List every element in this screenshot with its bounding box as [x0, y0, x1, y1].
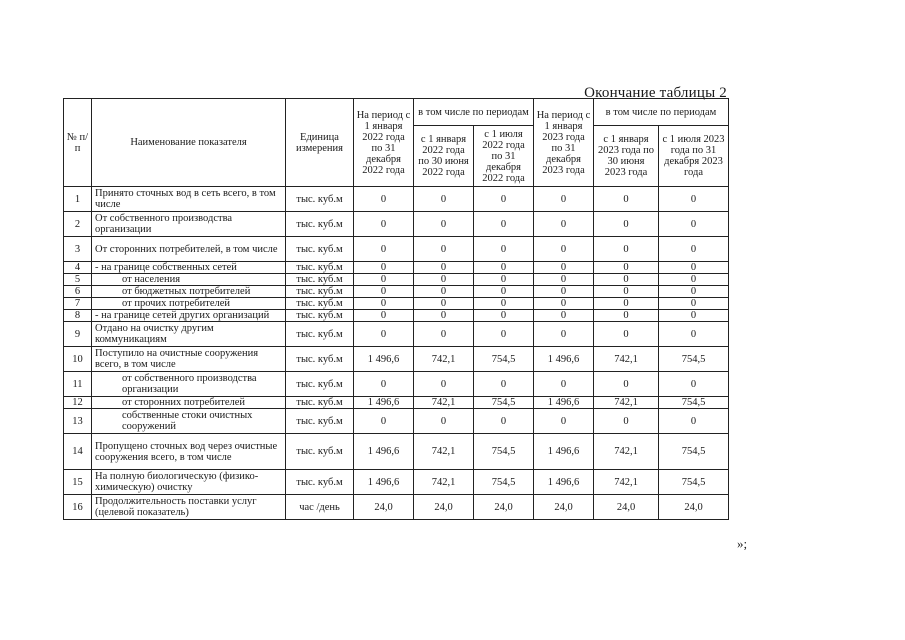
cell-h1-2023: 0 [594, 187, 659, 212]
cell-h1-2023: 742,1 [594, 397, 659, 409]
row-name: от бюджетных потребителей [92, 286, 286, 298]
cell-h1-2022: 0 [414, 262, 474, 274]
row-name: от прочих потребителей [92, 298, 286, 310]
cell-h2-2022: 0 [474, 286, 534, 298]
cell-2023: 24,0 [534, 495, 594, 520]
cell-h1-2022: 742,1 [414, 347, 474, 372]
cell-h1-2023: 742,1 [594, 470, 659, 495]
cell-2022: 1 496,6 [354, 397, 414, 409]
cell-h2-2022: 0 [474, 187, 534, 212]
row-number: 7 [64, 298, 92, 310]
cell-2022: 0 [354, 286, 414, 298]
row-name: Принято сточных вод в сеть всего, в том числе [92, 187, 286, 212]
cell-2023: 1 496,6 [534, 434, 594, 470]
row-number: 16 [64, 495, 92, 520]
table-row [64, 274, 729, 286]
table-row [64, 212, 729, 237]
cell-2023: 1 496,6 [534, 347, 594, 372]
table-row [64, 495, 729, 520]
header-name: Наименование показателя [92, 99, 286, 187]
cell-h2-2023: 754,5 [659, 434, 729, 470]
header-period-2023: На период с 1 января 2023 года по 31 декабря 2023 года [534, 99, 594, 187]
header-num: № п/п [64, 99, 92, 187]
table-row [64, 237, 729, 262]
cell-h1-2022: 24,0 [414, 495, 474, 520]
cell-h1-2022: 0 [414, 274, 474, 286]
cell-h1-2022: 0 [414, 212, 474, 237]
row-name: Пропущено сточных вод через очистные сооружения всего, в том числе [92, 434, 286, 470]
cell-h1-2023: 0 [594, 274, 659, 286]
cell-h2-2023: 0 [659, 212, 729, 237]
row-number: 13 [64, 409, 92, 434]
cell-h1-2023: 742,1 [594, 434, 659, 470]
cell-2022: 0 [354, 322, 414, 347]
row-unit: тыс. куб.м [286, 470, 354, 495]
row-unit: тыс. куб.м [286, 434, 354, 470]
cell-h2-2023: 0 [659, 262, 729, 274]
table-row [64, 187, 729, 212]
cell-h2-2022: 0 [474, 310, 534, 322]
cell-h2-2022: 0 [474, 262, 534, 274]
cell-h1-2023: 0 [594, 322, 659, 347]
cell-2023: 0 [534, 310, 594, 322]
cell-2023: 0 [534, 372, 594, 397]
header-h1-2023: с 1 января 2023 года по 30 июня 2023 года [594, 126, 659, 187]
cell-h2-2023: 0 [659, 237, 729, 262]
row-unit: тыс. куб.м [286, 372, 354, 397]
row-name: от собственного производства организации [92, 372, 286, 397]
cell-h2-2023: 0 [659, 286, 729, 298]
cell-h2-2023: 0 [659, 372, 729, 397]
header-incl-2022: в том числе по периодам [414, 99, 534, 126]
cell-2022: 0 [354, 212, 414, 237]
row-number: 11 [64, 372, 92, 397]
cell-h1-2023: 0 [594, 298, 659, 310]
row-name: - на границе сетей других организаций [92, 310, 286, 322]
header-h2-2022: с 1 июля 2022 года по 31 декабря 2022 года [474, 126, 534, 187]
cell-2022: 0 [354, 372, 414, 397]
row-number: 6 [64, 286, 92, 298]
header-period-2022: На период с 1 января 2022 года по 31 декабря 2022 года [354, 99, 414, 187]
cell-h2-2022: 754,5 [474, 470, 534, 495]
cell-2022: 0 [354, 187, 414, 212]
table-row [64, 286, 729, 298]
table-row [64, 298, 729, 310]
cell-h1-2022: 0 [414, 322, 474, 347]
row-unit: тыс. куб.м [286, 187, 354, 212]
row-name: Поступило на очистные сооружения всего, в том числе [92, 347, 286, 372]
cell-2023: 0 [534, 187, 594, 212]
cell-2023: 1 496,6 [534, 470, 594, 495]
row-unit: тыс. куб.м [286, 310, 354, 322]
cell-h1-2022: 742,1 [414, 397, 474, 409]
row-number: 3 [64, 237, 92, 262]
cell-h2-2023: 0 [659, 322, 729, 347]
cell-2023: 1 496,6 [534, 397, 594, 409]
row-name: От сторонних потребителей, в том числе [92, 237, 286, 262]
table-row [64, 262, 729, 274]
cell-h1-2022: 0 [414, 237, 474, 262]
row-name: Отдано на очистку другим коммуникациям [92, 322, 286, 347]
table-row [64, 470, 729, 495]
indicators-table [63, 98, 729, 520]
table-row [64, 397, 729, 409]
cell-h2-2022: 0 [474, 274, 534, 286]
header-h2-2023: с 1 июля 2023 года по 31 декабря 2023 года [659, 126, 729, 187]
row-number: 1 [64, 187, 92, 212]
cell-2023: 0 [534, 286, 594, 298]
cell-h1-2023: 0 [594, 212, 659, 237]
cell-h1-2023: 0 [594, 372, 659, 397]
cell-2023: 0 [534, 322, 594, 347]
closing-quote-mark: »; [737, 536, 748, 551]
cell-2022: 0 [354, 409, 414, 434]
cell-h1-2022: 0 [414, 310, 474, 322]
table-row [64, 434, 729, 470]
cell-h2-2022: 754,5 [474, 397, 534, 409]
cell-h1-2023: 0 [594, 310, 659, 322]
cell-h2-2022: 0 [474, 372, 534, 397]
row-number: 2 [64, 212, 92, 237]
row-number: 8 [64, 310, 92, 322]
cell-h2-2023: 0 [659, 298, 729, 310]
cell-2022: 0 [354, 262, 414, 274]
header-unit: Единица измерения [286, 99, 354, 187]
cell-2022: 0 [354, 274, 414, 286]
row-number: 9 [64, 322, 92, 347]
row-number: 10 [64, 347, 92, 372]
cell-h2-2022: 0 [474, 298, 534, 310]
cell-h2-2023: 0 [659, 187, 729, 212]
row-unit: тыс. куб.м [286, 397, 354, 409]
row-name: На полную биологическую (физико-химическую) очистку [92, 470, 286, 495]
cell-2022: 1 496,6 [354, 347, 414, 372]
row-name: От собственного производства организации [92, 212, 286, 237]
row-number: 12 [64, 397, 92, 409]
row-unit: тыс. куб.м [286, 274, 354, 286]
cell-h1-2022: 0 [414, 409, 474, 434]
cell-h2-2022: 0 [474, 237, 534, 262]
cell-h1-2023: 24,0 [594, 495, 659, 520]
row-name: собственные стоки очистных сооружений [92, 409, 286, 434]
cell-h1-2022: 742,1 [414, 434, 474, 470]
row-unit: тыс. куб.м [286, 262, 354, 274]
row-unit: тыс. куб.м [286, 286, 354, 298]
table-caption: Окончание таблицы 2 [584, 85, 727, 101]
cell-h1-2022: 0 [414, 372, 474, 397]
row-number: 5 [64, 274, 92, 286]
cell-2022: 0 [354, 298, 414, 310]
cell-h2-2022: 0 [474, 409, 534, 434]
table-row [64, 322, 729, 347]
cell-h2-2022: 24,0 [474, 495, 534, 520]
row-unit: тыс. куб.м [286, 322, 354, 347]
cell-h2-2023: 754,5 [659, 397, 729, 409]
table-row [64, 347, 729, 372]
cell-h1-2022: 0 [414, 286, 474, 298]
cell-h1-2023: 0 [594, 409, 659, 434]
cell-h2-2022: 0 [474, 322, 534, 347]
cell-h2-2023: 754,5 [659, 347, 729, 372]
cell-2022: 1 496,6 [354, 470, 414, 495]
row-number: 14 [64, 434, 92, 470]
row-number: 4 [64, 262, 92, 274]
cell-2023: 0 [534, 212, 594, 237]
cell-2022: 0 [354, 310, 414, 322]
cell-2023: 0 [534, 262, 594, 274]
cell-h1-2023: 742,1 [594, 347, 659, 372]
cell-h2-2023: 0 [659, 274, 729, 286]
row-unit: час /день [286, 495, 354, 520]
cell-h2-2022: 754,5 [474, 347, 534, 372]
cell-2023: 0 [534, 274, 594, 286]
header-incl-2023: в том числе по периодам [594, 99, 729, 126]
cell-h1-2023: 0 [594, 286, 659, 298]
cell-h1-2022: 0 [414, 187, 474, 212]
cell-h1-2023: 0 [594, 262, 659, 274]
row-unit: тыс. куб.м [286, 237, 354, 262]
cell-2023: 0 [534, 237, 594, 262]
row-unit: тыс. куб.м [286, 212, 354, 237]
row-name: Продолжительность поставки услуг (целевой показатель) [92, 495, 286, 520]
row-unit: тыс. куб.м [286, 409, 354, 434]
cell-h2-2023: 0 [659, 310, 729, 322]
row-unit: тыс. куб.м [286, 347, 354, 372]
header-h1-2022: с 1 января 2022 года по 30 июня 2022 года [414, 126, 474, 187]
cell-h2-2023: 0 [659, 409, 729, 434]
cell-h2-2022: 754,5 [474, 434, 534, 470]
cell-h2-2023: 754,5 [659, 470, 729, 495]
cell-h1-2022: 0 [414, 298, 474, 310]
cell-h2-2023: 24,0 [659, 495, 729, 520]
row-name: - на границе собственных сетей [92, 262, 286, 274]
cell-h1-2022: 742,1 [414, 470, 474, 495]
table-row [64, 409, 729, 434]
row-unit: тыс. куб.м [286, 298, 354, 310]
cell-2022: 24,0 [354, 495, 414, 520]
cell-2022: 1 496,6 [354, 434, 414, 470]
row-name: от населения [92, 274, 286, 286]
cell-h1-2023: 0 [594, 237, 659, 262]
cell-2023: 0 [534, 298, 594, 310]
cell-2022: 0 [354, 237, 414, 262]
row-name: от сторонних потребителей [92, 397, 286, 409]
cell-h2-2022: 0 [474, 212, 534, 237]
row-number: 15 [64, 470, 92, 495]
table-row [64, 310, 729, 322]
cell-2023: 0 [534, 409, 594, 434]
table-row [64, 372, 729, 397]
